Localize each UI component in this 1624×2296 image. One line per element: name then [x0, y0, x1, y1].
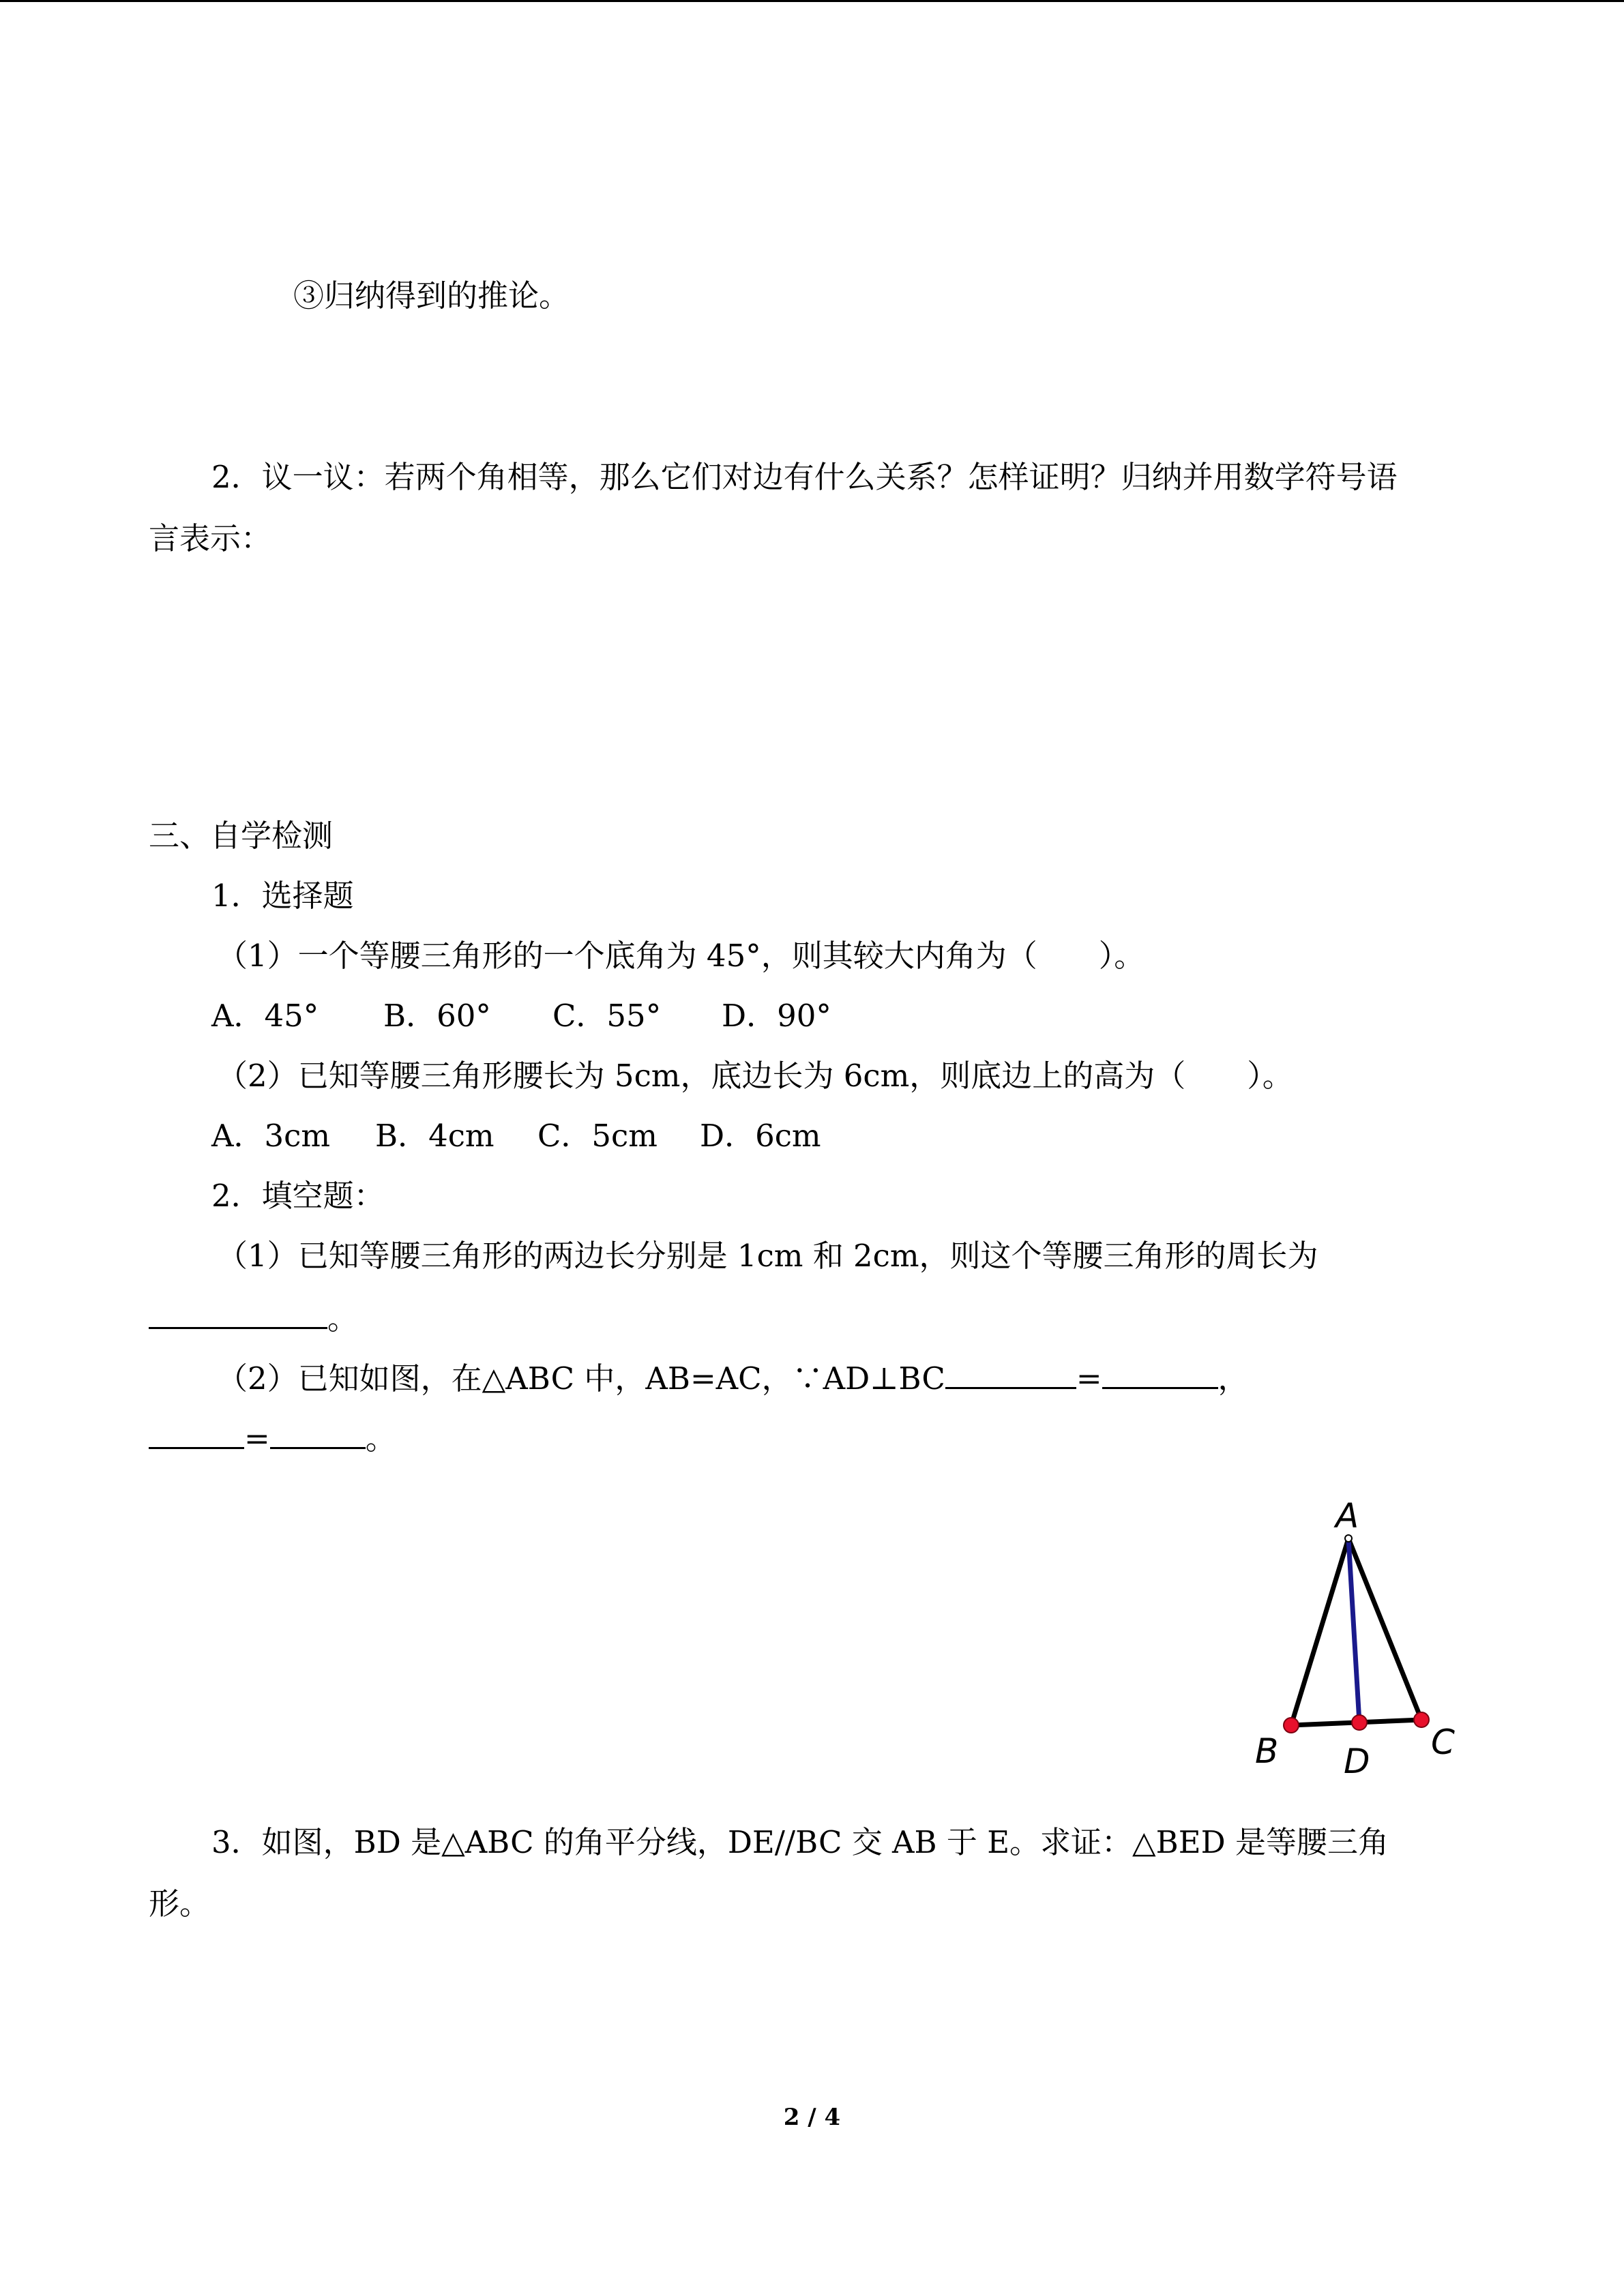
top-border	[0, 0, 1624, 2]
option-c: C．5cm	[537, 1118, 658, 1154]
equals-sign: =	[1076, 1360, 1102, 1397]
answer-blank[interactable]	[149, 1420, 244, 1449]
q1-1-options	[211, 996, 831, 1037]
q2-1-stem: （1）已知等腰三角形的两边长分别是 1cm 和 2cm，则这个等腰三角形的周长为	[217, 1238, 1318, 1274]
option-b: B．4cm	[375, 1118, 494, 1154]
option-d: D．6cm	[700, 1118, 821, 1154]
option-d: D．90°	[722, 998, 831, 1034]
equals-sign: =	[244, 1420, 270, 1457]
label-c: C	[1431, 1723, 1455, 1762]
q1-title: 1．选择题	[211, 878, 354, 914]
side-ab	[1291, 1538, 1348, 1725]
q2-2-stem: （2）已知如图，在△ABC 中，AB=AC，∵AD⊥BC	[217, 1360, 945, 1397]
period: 。	[327, 1300, 359, 1337]
q2-title: 2．填空题：	[211, 1178, 385, 1214]
discuss-line-2: 言表示：	[149, 520, 272, 556]
point-b	[1284, 1718, 1299, 1733]
q2-2-stem-line	[217, 1358, 1249, 1399]
answer-blank[interactable]	[270, 1420, 366, 1449]
answer-blank[interactable]	[1102, 1360, 1218, 1389]
q2-2-second-line	[149, 1418, 396, 1459]
point-c	[1414, 1712, 1429, 1727]
q1-1-stem: （1）一个等腰三角形的一个底角为 45°，则其较大内角为（ ）。	[217, 938, 1145, 974]
answer-blank[interactable]	[945, 1360, 1076, 1389]
point-a	[1345, 1535, 1352, 1542]
induction-text: ③归纳得到的推论。	[293, 278, 570, 314]
q3-line-2: 形。	[149, 1885, 211, 1922]
option-a: A．3cm	[211, 1118, 331, 1154]
label-b: B	[1255, 1731, 1279, 1771]
period: 。	[365, 1420, 396, 1457]
q1-2-options	[211, 1116, 821, 1157]
q2-1-answer	[149, 1298, 358, 1339]
comma: ，	[1217, 1360, 1249, 1397]
q3-line-1: 3．如图，BD 是△ABC 的角平分线，DE//BC 交 AB 于 E。求证：△BED 是等腰三角	[211, 1824, 1389, 1860]
option-c: C．55°	[552, 998, 662, 1034]
section-heading: 三、自学检测	[149, 818, 334, 854]
option-a: A．45°	[211, 998, 319, 1034]
answer-blank[interactable]	[149, 1300, 327, 1329]
point-d	[1352, 1715, 1367, 1730]
page-number: 2 / 4	[783, 2104, 841, 2131]
label-d: D	[1344, 1742, 1370, 1781]
option-b: B．60°	[383, 998, 491, 1034]
triangle-figure	[1241, 1487, 1473, 1787]
q1-2-stem: （2）已知等腰三角形腰长为 5cm，底边长为 6cm，则底边上的高为（ ）。	[217, 1058, 1293, 1094]
label-a: A	[1335, 1496, 1359, 1536]
discuss-line-1: 2．议一议：若两个角相等，那么它们对边有什么关系？怎样证明？归纳并用数学符号语	[211, 459, 1398, 495]
